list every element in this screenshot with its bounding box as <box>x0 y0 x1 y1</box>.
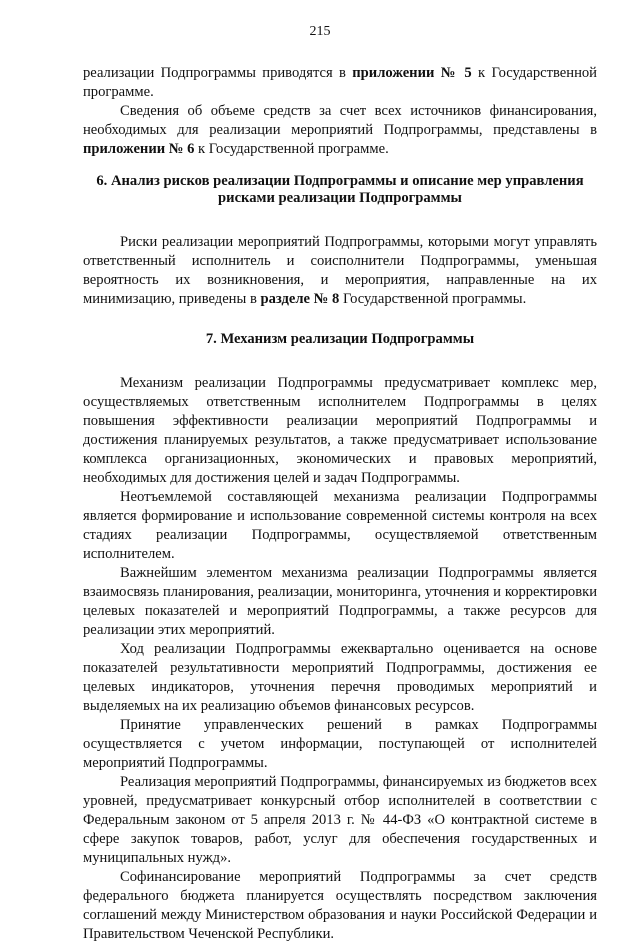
section-6-heading: 6. Анализ рисков реализации Подпрограммы и описание мер управления рисками реализации Подпрограммы <box>96 173 584 206</box>
paragraph-quarterly-assessment: Ход реализации Подпрограммы ежеквартально оценивается на основе показателей результативности мероприятий Подпрограммы, достижения ее целевых индикаторов, уточнения перечня проводимых мероприятий и выделяемых на их реализацию объемов финансовых ресурсов. <box>83 641 597 714</box>
appendix-5-reference: приложении № 5 <box>352 65 472 81</box>
appendix-6-reference: приложении № 6 <box>83 141 195 157</box>
text-span: реализации Подпрограммы приводятся в <box>83 65 353 81</box>
paragraph-procurement: Реализация мероприятий Подпрограммы, финансируемых из бюджетов всех уровней, предусматривает конкурсный отбор исполнителей в соответствии с Федеральным законом от 5 апреля 2013 г. № 44-ФЗ «О контрактной системе в сфере закупок товаров, работ, услуг для обеспечения государственных и муниципальных нужд». <box>83 774 597 866</box>
paragraph-decisions: Принятие управленческих решений в рамках Подпрограммы осуществляется с учетом информации, поступающей от исполнителей мероприятий Подпрограммы. <box>83 717 597 771</box>
text-span: Сведения об объеме средств за счет всех источников финансирования, необходимых для реализации мероприятий Подпрограммы, представлены в <box>83 103 597 138</box>
text-span: Государственной программы. <box>339 291 527 307</box>
section-8-reference: разделе № 8 <box>260 291 340 307</box>
section-7-heading: 7. Механизм реализации Подпрограммы <box>205 331 475 347</box>
paragraph-mechanism: Механизм реализации Подпрограммы предусматривает комплекс мер, осуществляемых ответственным исполнителем Подпрограммы в целях повышения эффективности реализации мероприятий Подпрограммы и достижения планируемых результатов, а также предусматривает использование комплекса организационных, экономических и правовых мероприятий, необходимых для достижения целей и задач Подпрограммы. <box>83 375 597 486</box>
paragraph-appendix-5 <box>83 64 597 102</box>
page-number: 215 <box>309 24 331 39</box>
text-span: к Государственной программе. <box>83 65 597 100</box>
paragraph-appendix-6 <box>83 102 597 159</box>
paragraph-risks <box>83 233 597 309</box>
paragraph-control-system: Неотъемлемой составляющей механизма реализации Подпрограммы является формирование и использование современной системы контроля на всех стадиях реализации Подпрограммы, осуществляемой ответственным исполнителем. <box>83 489 597 562</box>
paragraph-cofinancing: Софинансирование мероприятий Подпрограммы за счет средств федерального бюджета планируется осуществлять посредством заключения соглашений между Министерством образования и науки Российской Федерации и Правительством Чеченской Республики. <box>83 869 597 942</box>
document-body <box>83 64 597 944</box>
text-span: Риски реализации мероприятий Подпрограммы, которыми могут управлять ответственный исполнитель и соисполнители Подпрограммы, уменьшая вероятность их возникновения, и мероприятия, направленные на их минимизацию, приведены в <box>83 234 597 307</box>
text-span: к Государственной программе. <box>194 141 389 157</box>
paragraph-key-element: Важнейшим элементом механизма реализации Подпрограммы является взаимосвязь планирования, реализации, мониторинга, уточнения и корректировки целевых показателей и мероприятий Подпрограммы, а также ресурсов для реализации этих мероприятий. <box>83 565 597 638</box>
